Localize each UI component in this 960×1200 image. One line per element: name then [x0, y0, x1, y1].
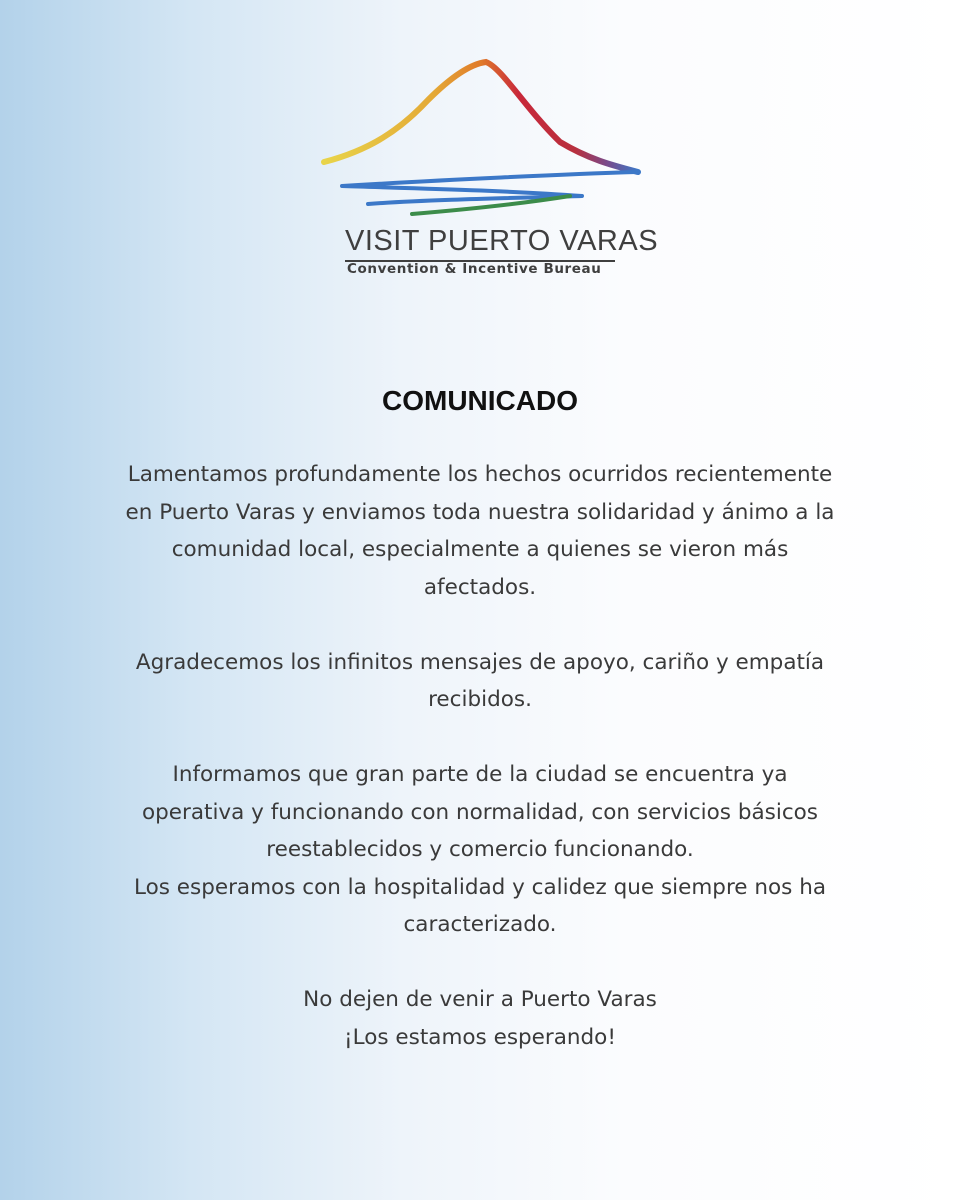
paragraph-condolences: [100, 456, 860, 606]
paragraph-status: [100, 756, 860, 869]
text-line: en Puerto Varas y enviamos toda nuestra solidaridad y ánimo a la: [125, 499, 835, 525]
text-line: recibidos.: [428, 687, 532, 712]
text-line: Lamentamos profundamente los hechos ocurridos recientemente: [127, 462, 833, 487]
paragraph-invitation: [100, 981, 860, 1056]
text-line: reestablecidos y comercio funcionando.: [266, 837, 694, 862]
text-line: Agradecemos los infinitos mensajes de apoyo, cariño y empatía: [135, 649, 825, 675]
lake-wave-icon: [342, 172, 638, 204]
logo-name: VISIT PUERTO VARAS: [345, 224, 615, 262]
logo-tagline: Convention & Incentive Bureau: [347, 261, 602, 277]
volcano-ridge-icon: [324, 62, 638, 172]
volcano-lake-logo-icon: [320, 58, 642, 218]
text-line: operativa y funcionando con normalidad, con servicios básicos: [141, 799, 818, 825]
text-line: Los esperamos con la hospitalidad y calidez que siempre nos ha: [134, 874, 826, 900]
paragraph-welcome: [100, 869, 860, 944]
text-line: comunidad local, especialmente a quienes se vieron más: [171, 537, 789, 562]
text-line: Informamos que gran parte de la ciudad se encuentra ya: [172, 762, 788, 787]
visit-puerto-varas-logo: [320, 58, 659, 284]
text-line: ¡Los estamos esperando!: [344, 1024, 616, 1050]
text-line: No dejen de venir a Puerto Varas: [303, 987, 657, 1012]
announcement-body: [100, 456, 860, 1056]
page-title: COMUNICADO: [382, 385, 578, 416]
text-line: caracterizado.: [403, 912, 557, 937]
paragraph-thanks: [100, 644, 860, 719]
text-line: afectados.: [423, 574, 537, 600]
